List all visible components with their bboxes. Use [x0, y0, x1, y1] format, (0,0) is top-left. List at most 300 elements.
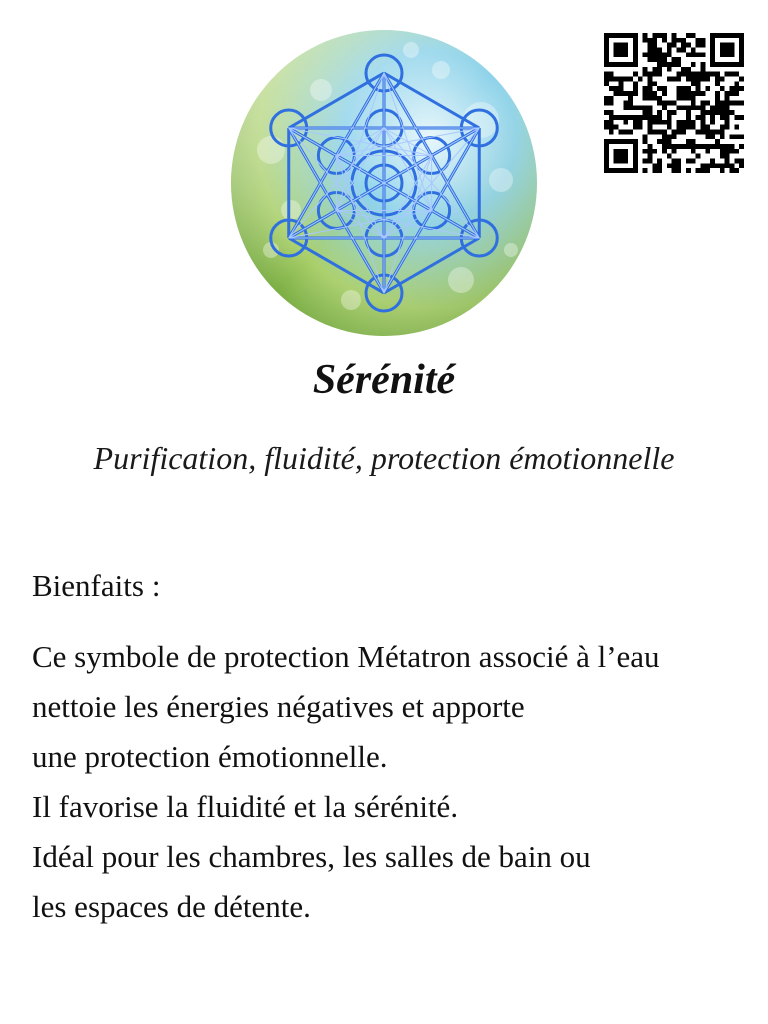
qr-module — [647, 125, 652, 130]
qr-module — [652, 115, 657, 120]
qr-module — [676, 105, 681, 110]
qr-module — [618, 130, 623, 135]
qr-module — [710, 110, 715, 115]
qr-module — [652, 57, 657, 62]
qr-module — [725, 149, 730, 154]
qr-module — [628, 115, 633, 120]
qr-module — [672, 144, 677, 149]
benefits-heading-label: Bienfaits — [32, 568, 144, 603]
qr-module — [686, 96, 691, 101]
qr-module — [647, 91, 652, 96]
qr-module — [730, 149, 735, 154]
qr-module — [701, 101, 706, 106]
qr-module — [652, 67, 657, 72]
qr-module — [614, 115, 619, 120]
qr-module — [715, 110, 720, 115]
qr-module — [696, 38, 701, 43]
qr-module — [705, 101, 710, 106]
qr-module — [705, 86, 710, 91]
qr-module — [686, 72, 691, 77]
qr-module — [710, 159, 715, 164]
qr-module — [676, 47, 681, 52]
qr-module — [628, 91, 633, 96]
qr-module — [696, 52, 701, 57]
qr-module — [609, 101, 614, 106]
qr-module — [614, 125, 619, 130]
qr-module — [734, 159, 739, 164]
qr-module — [643, 52, 648, 57]
qr-module — [705, 168, 710, 173]
qr-module — [710, 120, 715, 125]
qr-module — [686, 144, 691, 149]
qr-module — [686, 159, 691, 164]
qr-module — [657, 72, 662, 77]
qr-module — [696, 130, 701, 135]
qr-module — [643, 67, 648, 72]
qr-module — [623, 101, 628, 106]
qr-module — [681, 72, 686, 77]
qr-module — [618, 91, 623, 96]
qr-module — [696, 115, 701, 120]
qr-module — [686, 110, 691, 115]
qr-module — [662, 101, 667, 106]
qr-module — [701, 125, 706, 130]
qr-module — [667, 76, 672, 81]
qr-module — [720, 43, 734, 57]
qr-module — [609, 115, 614, 120]
qr-module — [633, 72, 638, 77]
qr-module — [701, 105, 706, 110]
qr-module — [657, 130, 662, 135]
qr-module — [643, 86, 648, 91]
qr-module — [701, 163, 706, 168]
qr-module — [604, 81, 609, 86]
qr-module — [672, 163, 677, 168]
qr-module — [725, 101, 730, 106]
bokeh-light — [489, 168, 513, 192]
qr-module — [701, 52, 706, 57]
qr-module — [676, 125, 681, 130]
qr-module — [691, 47, 696, 52]
qr-module — [657, 159, 662, 164]
qr-module — [725, 154, 730, 159]
metatrons-cube-water-icon — [231, 30, 537, 336]
qr-module — [652, 149, 657, 154]
qr-module — [628, 105, 633, 110]
qr-module — [652, 52, 657, 57]
bokeh-light — [448, 267, 474, 293]
qr-module — [720, 130, 725, 135]
qr-module — [739, 101, 744, 106]
qr-module — [715, 163, 720, 168]
qr-module — [662, 52, 667, 57]
qr-module — [720, 134, 725, 139]
qr-module — [657, 57, 662, 62]
qr-module — [657, 62, 662, 67]
benefits-line: les espaces de détente. — [32, 889, 311, 924]
qr-module — [701, 120, 706, 125]
qr-module — [652, 33, 657, 38]
qr-module — [662, 130, 667, 135]
qr-module — [681, 144, 686, 149]
qr-module — [681, 47, 686, 52]
qr-module — [676, 72, 681, 77]
qr-module — [734, 115, 739, 120]
qr-module — [609, 72, 614, 77]
qr-module — [604, 125, 609, 130]
qr-module — [614, 43, 628, 57]
qr-module — [725, 72, 730, 77]
qr-module — [686, 120, 691, 125]
qr-module — [701, 76, 706, 81]
qr-module — [657, 139, 662, 144]
qr-module — [672, 134, 677, 139]
qr-module — [734, 168, 739, 173]
qr-module — [638, 105, 643, 110]
qr-module — [647, 86, 652, 91]
qr-module — [604, 110, 609, 115]
qr-module — [657, 163, 662, 168]
qr-module — [652, 81, 657, 86]
qr-module — [643, 105, 648, 110]
qr-module — [618, 115, 623, 120]
qr-module — [739, 163, 744, 168]
qr-module — [623, 130, 628, 135]
qr-module — [696, 43, 701, 48]
qr-module — [647, 72, 652, 77]
qr-module — [730, 168, 735, 173]
qr-module — [647, 154, 652, 159]
qr-module — [614, 149, 628, 163]
qr-module — [667, 110, 672, 115]
qr-module — [681, 105, 686, 110]
qr-module — [686, 86, 691, 91]
qr-module — [720, 115, 725, 120]
qr-module — [734, 134, 739, 139]
qr-module — [662, 134, 667, 139]
qr-module — [701, 72, 706, 77]
qr-module — [686, 125, 691, 130]
qr-module — [701, 62, 706, 67]
qr-module — [676, 96, 681, 101]
qr-module — [657, 67, 662, 72]
qr-module — [614, 76, 619, 81]
qr-module — [720, 76, 725, 81]
qr-module — [638, 76, 643, 81]
qr-module — [643, 168, 648, 173]
qr-module — [705, 134, 710, 139]
qr-module — [618, 86, 623, 91]
qr-module — [647, 130, 652, 135]
qr-module — [701, 38, 706, 43]
qr-module — [710, 115, 715, 120]
qr-module — [715, 76, 720, 81]
qr-module — [667, 62, 672, 67]
qr-module — [643, 115, 648, 120]
qr-module — [609, 86, 614, 91]
qr-module — [662, 38, 667, 43]
qr-module — [715, 72, 720, 77]
qr-module — [676, 168, 681, 173]
qr-module — [647, 38, 652, 43]
qr-module — [647, 47, 652, 52]
qr-module — [633, 125, 638, 130]
qr-module — [672, 38, 677, 43]
qr-module — [691, 125, 696, 130]
qr-module — [633, 105, 638, 110]
bokeh-light — [504, 243, 518, 257]
qr-module — [657, 168, 662, 173]
qr-module — [701, 115, 706, 120]
qr-module — [686, 76, 691, 81]
qr-module — [623, 120, 628, 125]
qr-module — [696, 105, 701, 110]
qr-module — [667, 52, 672, 57]
qr-module — [676, 91, 681, 96]
qr-module — [676, 163, 681, 168]
qr-module — [638, 125, 643, 130]
qr-module — [730, 134, 735, 139]
qr-module — [633, 81, 638, 86]
qr-module — [657, 96, 662, 101]
benefits-text — [32, 632, 752, 932]
qr-module — [643, 72, 648, 77]
qr-module — [662, 149, 667, 154]
qr-module — [609, 110, 614, 115]
qr-module — [628, 130, 633, 135]
qr-module — [609, 120, 614, 125]
qr-module — [676, 86, 681, 91]
qr-module — [696, 76, 701, 81]
qr-module — [710, 134, 715, 139]
qr-module — [686, 91, 691, 96]
qr-module — [652, 130, 657, 135]
qr-module — [647, 96, 652, 101]
qr-module — [691, 101, 696, 106]
qr-module — [696, 144, 701, 149]
qr-module — [701, 43, 706, 48]
qr-module — [725, 91, 730, 96]
qr-module — [686, 168, 691, 173]
bokeh-light — [403, 42, 419, 58]
qr-module — [734, 81, 739, 86]
qr-module — [720, 101, 725, 106]
qr-module — [705, 72, 710, 77]
qr-module — [681, 91, 686, 96]
qr-module — [734, 101, 739, 106]
qr-module — [643, 159, 648, 164]
qr-module — [725, 115, 730, 120]
qr-module — [710, 144, 715, 149]
qr-module — [691, 62, 696, 67]
qr-module — [705, 125, 710, 130]
qr-module — [609, 76, 614, 81]
qr-module — [633, 86, 638, 91]
qr-module — [647, 110, 652, 115]
qr-module — [686, 43, 691, 48]
qr-module — [672, 101, 677, 106]
qr-module — [720, 86, 725, 91]
qr-module — [667, 144, 672, 149]
qr-module — [667, 115, 672, 120]
qr-module — [647, 52, 652, 57]
qr-module — [691, 81, 696, 86]
qr-module — [647, 120, 652, 125]
qr-module — [701, 130, 706, 135]
qr-module — [730, 101, 735, 106]
qr-module — [638, 120, 643, 125]
qr-module — [730, 86, 735, 91]
qr-module — [628, 96, 633, 101]
qr-module — [652, 96, 657, 101]
qr-module — [667, 125, 672, 130]
qr-module — [691, 120, 696, 125]
qr-module — [696, 81, 701, 86]
qr-module — [672, 149, 677, 154]
qr-module — [618, 76, 623, 81]
qr-module — [739, 144, 744, 149]
qr-module — [696, 86, 701, 91]
qr-module — [681, 130, 686, 135]
qr-module — [662, 57, 667, 62]
qr-module — [701, 144, 706, 149]
qr-module — [614, 86, 619, 91]
qr-module — [662, 33, 667, 38]
qr-module — [715, 91, 720, 96]
qr-module — [672, 33, 677, 38]
qr-module — [628, 76, 633, 81]
qr-module — [681, 86, 686, 91]
qr-module — [623, 115, 628, 120]
qr-module — [652, 91, 657, 96]
qr-module — [618, 81, 623, 86]
qr-module — [730, 72, 735, 77]
qr-module — [667, 134, 672, 139]
qr-module — [715, 81, 720, 86]
qr-module — [681, 125, 686, 130]
bokeh-light — [257, 136, 285, 164]
qr-module — [672, 57, 677, 62]
qr-module — [691, 149, 696, 154]
qr-module — [623, 91, 628, 96]
qr-module — [691, 96, 696, 101]
qr-module — [686, 139, 691, 144]
qr-module — [652, 72, 657, 77]
benefits-line: Ce symbole de protection Métatron associé à l’eau — [32, 639, 660, 674]
qr-module — [604, 72, 609, 77]
qr-module — [705, 110, 710, 115]
qr-module — [691, 144, 696, 149]
qr-code-icon[interactable] — [604, 33, 744, 173]
qr-module — [739, 115, 744, 120]
qr-module — [725, 105, 730, 110]
qr-module — [725, 96, 730, 101]
qr-module — [652, 168, 657, 173]
qr-module — [686, 33, 691, 38]
qr-module — [643, 91, 648, 96]
qr-module — [643, 96, 648, 101]
benefits-line: Il favorise la fluidité et la sérénité. — [32, 789, 459, 824]
qr-module — [647, 144, 652, 149]
qr-module — [681, 120, 686, 125]
qr-module — [720, 149, 725, 154]
qr-module — [672, 43, 677, 48]
qr-module — [652, 43, 657, 48]
qr-module — [676, 62, 681, 67]
qr-module — [715, 144, 720, 149]
qr-module — [739, 159, 744, 164]
qr-module — [667, 154, 672, 159]
qr-module — [657, 33, 662, 38]
qr-module — [696, 72, 701, 77]
qr-module — [710, 105, 715, 110]
qr-module — [672, 76, 677, 81]
qr-module — [739, 86, 744, 91]
qr-module — [730, 163, 735, 168]
qr-module — [628, 101, 633, 106]
qr-module — [672, 159, 677, 164]
qr-module — [647, 57, 652, 62]
qr-module — [647, 43, 652, 48]
qr-module — [681, 96, 686, 101]
qr-module — [623, 105, 628, 110]
qr-module — [715, 105, 720, 110]
qr-module — [734, 149, 739, 154]
qr-module — [657, 101, 662, 106]
qr-module — [643, 38, 648, 43]
qr-module — [696, 154, 701, 159]
qr-module — [638, 115, 643, 120]
benefits-line: nettoie les énergies négatives et apporte — [32, 689, 525, 724]
benefits-line: une protection émotionnelle. — [32, 739, 388, 774]
qr-module — [633, 120, 638, 125]
qr-module — [715, 130, 720, 135]
qr-module — [604, 76, 609, 81]
qr-module — [667, 139, 672, 144]
qr-module — [691, 72, 696, 77]
qr-module — [662, 120, 667, 125]
qr-module — [604, 101, 609, 106]
qr-module — [691, 105, 696, 110]
qr-module — [730, 91, 735, 96]
qr-module — [662, 86, 667, 91]
qr-module — [662, 144, 667, 149]
qr-module — [647, 115, 652, 120]
qr-module — [691, 139, 696, 144]
qr-module — [676, 159, 681, 164]
qr-module — [672, 110, 677, 115]
qr-module — [643, 33, 648, 38]
qr-module — [667, 47, 672, 52]
qr-module — [701, 91, 706, 96]
qr-module — [657, 120, 662, 125]
qr-module — [715, 96, 720, 101]
qr-module — [739, 134, 744, 139]
benefits-heading — [32, 564, 161, 608]
qr-module — [705, 144, 710, 149]
qr-module — [657, 115, 662, 120]
qr-module — [705, 149, 710, 154]
qr-module — [720, 125, 725, 130]
qr-module — [643, 110, 648, 115]
bokeh-light — [432, 61, 450, 79]
qr-module — [676, 57, 681, 62]
qr-module — [667, 67, 672, 72]
page-title: Sérénité — [312, 357, 456, 403]
qr-module — [720, 168, 725, 173]
benefits-heading-colon: : — [151, 568, 161, 603]
qr-module — [691, 52, 696, 57]
